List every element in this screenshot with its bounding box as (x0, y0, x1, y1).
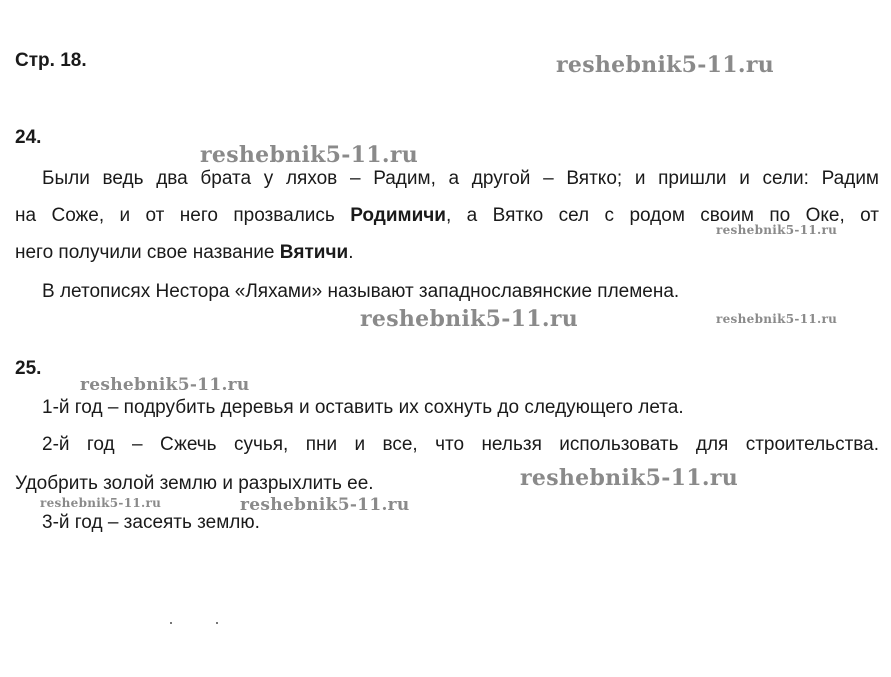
task-24-paragraph-line-3 (15, 242, 353, 264)
page-number-label: Стр. 18. (15, 50, 87, 71)
watermark: reshebnik5-11.ru (80, 375, 250, 395)
task-25-year-2-line-2: Удобрить золой землю и разрыхлить ее. (15, 473, 374, 494)
task-25-number: 25. (15, 358, 42, 379)
scan-speck (216, 622, 218, 624)
bold-term-rodimichi: Родимичи (350, 205, 446, 226)
task-24-number: 24. (15, 127, 42, 148)
text-span: . (348, 242, 354, 263)
watermark: reshebnik5-11.ru (40, 496, 162, 510)
task-25-year-3: 3-й год – засеять землю. (42, 512, 260, 533)
watermark: reshebnik5-11.ru (716, 312, 838, 326)
task-24-paragraph-line-2 (15, 205, 879, 227)
bold-term-vyatichi: Вятичи (279, 242, 349, 263)
watermark: reshebnik5-11.ru (240, 495, 410, 515)
watermark: reshebnik5-11.ru (200, 142, 419, 168)
text-span: него получили свое название (15, 242, 280, 263)
watermark: reshebnik5-11.ru (716, 223, 838, 237)
watermark: reshebnik5-11.ru (360, 306, 579, 332)
task-25-year-2-line-1: 2-й год – Сжечь сучья, пни и все, что нельзя использовать для строительства. (42, 434, 879, 455)
text-span: , а Вятко сел с родом своим по Оке, от (445, 205, 879, 226)
watermark: reshebnik5-11.ru (556, 52, 775, 78)
task-25-year-1: 1-й год – подрубить деревья и оставить их сохнуть до следующего лета. (42, 397, 684, 418)
text-span: на Соже, и от него прозвались (15, 205, 351, 226)
task-24-paragraph-2: В летописях Нестора «Ляхами» называют западнославянские племена. (42, 281, 680, 302)
task-24-paragraph-line-1: Были ведь два брата у ляхов – Радим, а другой – Вятко; и пришли и сели: Радим (42, 168, 879, 189)
scan-speck (170, 622, 172, 624)
watermark: reshebnik5-11.ru (520, 465, 739, 491)
